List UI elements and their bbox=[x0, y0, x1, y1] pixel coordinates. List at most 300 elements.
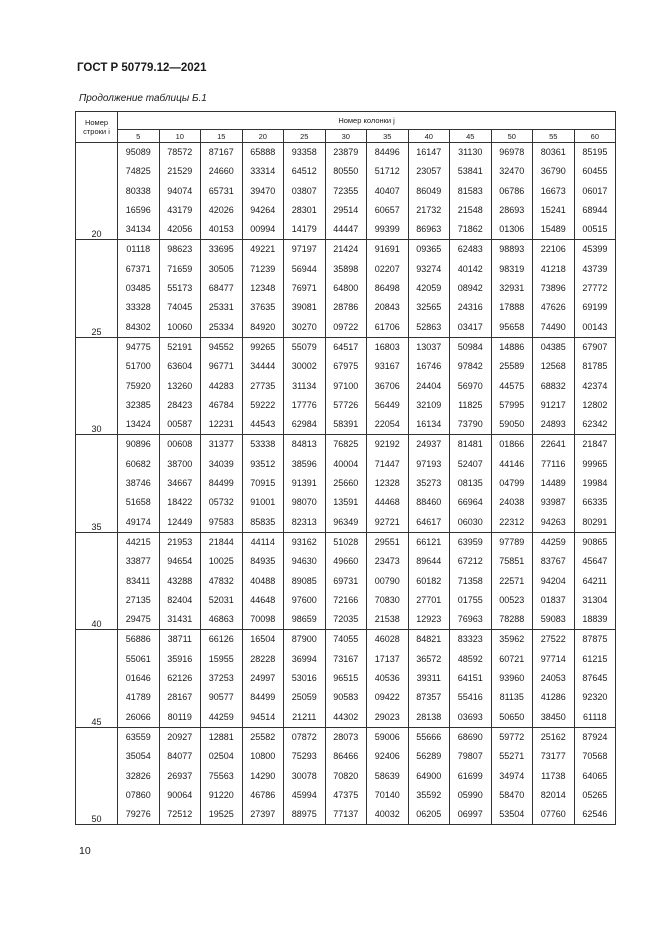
random-number: 00143 bbox=[582, 321, 608, 332]
number-cell bbox=[450, 143, 492, 240]
random-number: 07860 bbox=[125, 789, 151, 800]
random-number: 18839 bbox=[582, 614, 608, 625]
number-cell bbox=[367, 337, 409, 434]
random-number: 97842 bbox=[457, 361, 483, 372]
random-number: 84496 bbox=[374, 147, 400, 157]
number-cell bbox=[325, 337, 367, 434]
random-number: 11738 bbox=[541, 770, 566, 781]
random-number: 70568 bbox=[582, 751, 608, 762]
random-number: 80550 bbox=[333, 166, 359, 177]
random-number: 97193 bbox=[416, 458, 442, 469]
random-number: 75293 bbox=[291, 751, 317, 762]
number-cell bbox=[533, 337, 575, 434]
random-number: 29514 bbox=[333, 204, 359, 215]
column-number: 35 bbox=[367, 130, 409, 143]
number-cell bbox=[408, 337, 450, 434]
random-number: 14179 bbox=[291, 224, 317, 235]
random-number: 23057 bbox=[416, 166, 442, 177]
number-cell bbox=[533, 727, 575, 824]
random-number: 24316 bbox=[457, 302, 483, 313]
column-number: 25 bbox=[284, 130, 326, 143]
number-cell bbox=[242, 435, 284, 532]
random-number: 88975 bbox=[291, 809, 317, 820]
random-number: 12231 bbox=[208, 419, 234, 430]
random-number: 71358 bbox=[457, 575, 483, 586]
random-number: 18422 bbox=[167, 497, 193, 508]
number-cell bbox=[450, 630, 492, 727]
number-cell bbox=[450, 532, 492, 629]
random-number: 72512 bbox=[167, 809, 193, 820]
number-cell bbox=[201, 143, 243, 240]
random-number: 09722 bbox=[333, 321, 359, 332]
random-number: 62342 bbox=[582, 419, 608, 430]
document-title: ГОСТ Р 50779.12—2021 bbox=[77, 62, 207, 74]
random-number: 29551 bbox=[374, 536, 400, 547]
number-cell bbox=[159, 240, 201, 337]
random-number: 31134 bbox=[292, 380, 317, 391]
random-number: 35916 bbox=[167, 653, 193, 664]
random-number: 12881 bbox=[208, 731, 234, 742]
column-number: 30 bbox=[325, 130, 367, 143]
random-number: 04799 bbox=[499, 478, 525, 489]
random-number: 22054 bbox=[374, 419, 400, 430]
number-cell bbox=[118, 143, 160, 240]
random-number: 55271 bbox=[499, 751, 525, 762]
random-number: 42056 bbox=[167, 224, 193, 235]
number-cell bbox=[367, 727, 409, 824]
random-number: 36572 bbox=[416, 653, 442, 664]
random-number: 94074 bbox=[167, 185, 193, 196]
number-cell bbox=[574, 337, 616, 434]
random-number: 12923 bbox=[416, 614, 442, 625]
random-number: 16803 bbox=[374, 341, 400, 352]
random-number: 80361 bbox=[540, 147, 566, 157]
number-cell bbox=[408, 435, 450, 532]
random-number: 42374 bbox=[582, 380, 608, 391]
random-number: 81481 bbox=[457, 439, 483, 450]
random-number: 89085 bbox=[291, 575, 317, 586]
random-number: 81785 bbox=[582, 361, 608, 372]
random-number: 60182 bbox=[416, 575, 442, 586]
number-cell bbox=[118, 240, 160, 337]
random-number: 64617 bbox=[416, 516, 442, 527]
number-cell bbox=[408, 630, 450, 727]
random-number: 41789 bbox=[125, 692, 151, 703]
random-number: 70098 bbox=[250, 614, 276, 625]
random-number: 87167 bbox=[208, 147, 234, 157]
random-number: 10800 bbox=[250, 751, 276, 762]
random-number: 94552 bbox=[208, 341, 234, 352]
random-number: 56944 bbox=[291, 263, 317, 274]
row-block-label: 30 bbox=[76, 337, 118, 434]
random-number: 63959 bbox=[457, 536, 483, 547]
random-number: 46786 bbox=[250, 789, 276, 800]
random-number: 65888 bbox=[250, 147, 276, 157]
random-number: 51700 bbox=[125, 361, 151, 372]
random-number: 21211 bbox=[292, 711, 317, 722]
random-number: 07760 bbox=[540, 809, 566, 820]
random-number: 32826 bbox=[125, 770, 151, 781]
random-number: 93274 bbox=[416, 263, 442, 274]
random-number: 87900 bbox=[291, 634, 317, 645]
random-number: 75920 bbox=[125, 380, 151, 391]
random-number: 94263 bbox=[540, 516, 566, 527]
random-number: 00608 bbox=[167, 439, 193, 450]
random-number: 98623 bbox=[167, 244, 193, 255]
random-number: 84302 bbox=[125, 321, 151, 332]
random-number: 74055 bbox=[333, 634, 359, 645]
random-number: 62546 bbox=[582, 809, 608, 820]
number-cell bbox=[325, 240, 367, 337]
random-number: 73790 bbox=[457, 419, 483, 430]
random-number: 25660 bbox=[333, 478, 359, 489]
random-number: 05990 bbox=[457, 789, 483, 800]
row-block-label: 20 bbox=[76, 143, 118, 240]
number-cell bbox=[325, 630, 367, 727]
random-number: 05732 bbox=[208, 497, 234, 508]
row-block bbox=[76, 532, 616, 629]
random-number: 90583 bbox=[333, 692, 359, 703]
random-number: 21424 bbox=[333, 244, 359, 255]
random-number: 32470 bbox=[499, 166, 525, 177]
random-number: 76825 bbox=[333, 439, 359, 450]
random-number: 62483 bbox=[457, 244, 483, 255]
random-number: 15489 bbox=[540, 224, 566, 235]
random-number: 47375 bbox=[333, 789, 359, 800]
random-number: 44283 bbox=[208, 380, 234, 391]
random-number: 25582 bbox=[250, 731, 276, 742]
random-number: 44447 bbox=[333, 224, 359, 235]
random-number: 13591 bbox=[333, 497, 359, 508]
random-number: 61699 bbox=[457, 770, 483, 781]
random-number: 57726 bbox=[333, 399, 359, 410]
random-number: 35898 bbox=[333, 263, 359, 274]
number-cell bbox=[159, 630, 201, 727]
random-number: 38746 bbox=[125, 478, 151, 489]
random-number: 13424 bbox=[125, 419, 151, 430]
number-cell bbox=[201, 435, 243, 532]
random-number: 58391 bbox=[333, 419, 359, 430]
random-number: 47832 bbox=[208, 575, 234, 586]
number-cell bbox=[408, 240, 450, 337]
random-number: 85835 bbox=[250, 516, 276, 527]
random-number: 90577 bbox=[208, 692, 234, 703]
random-number: 74045 bbox=[167, 302, 193, 313]
random-number: 63604 bbox=[167, 361, 193, 372]
random-number: 59222 bbox=[250, 399, 276, 410]
random-number: 27397 bbox=[250, 809, 276, 820]
random-number: 09365 bbox=[416, 244, 442, 255]
random-number: 92320 bbox=[582, 692, 608, 703]
number-cell bbox=[284, 143, 326, 240]
random-number: 50984 bbox=[457, 341, 483, 352]
random-number: 94654 bbox=[167, 556, 193, 567]
random-number: 68477 bbox=[208, 283, 234, 294]
random-number: 53841 bbox=[457, 166, 483, 177]
random-number: 28301 bbox=[291, 204, 317, 215]
column-number: 60 bbox=[574, 130, 616, 143]
random-number: 21538 bbox=[374, 614, 400, 625]
number-cell bbox=[450, 727, 492, 824]
random-number: 12328 bbox=[374, 478, 400, 489]
random-number: 24997 bbox=[250, 673, 276, 684]
number-cell bbox=[325, 143, 367, 240]
number-cell bbox=[118, 532, 160, 629]
random-number: 03417 bbox=[457, 321, 483, 332]
number-cell bbox=[574, 727, 616, 824]
random-number: 91220 bbox=[208, 789, 234, 800]
random-number: 52191 bbox=[167, 341, 193, 352]
random-number: 21844 bbox=[208, 536, 234, 547]
random-number: 94204 bbox=[540, 575, 566, 586]
random-number: 70915 bbox=[250, 478, 276, 489]
random-number: 38700 bbox=[167, 458, 193, 469]
random-number: 92192 bbox=[374, 439, 400, 450]
random-number: 00994 bbox=[250, 224, 276, 235]
random-number: 38596 bbox=[291, 458, 317, 469]
number-cell bbox=[574, 630, 616, 727]
random-number: 09422 bbox=[374, 692, 400, 703]
random-number: 55173 bbox=[167, 283, 193, 294]
random-number: 95089 bbox=[125, 147, 151, 157]
random-number: 28167 bbox=[167, 692, 193, 703]
random-number: 34667 bbox=[167, 478, 193, 489]
random-number: 26937 bbox=[167, 770, 193, 781]
random-number: 98659 bbox=[291, 614, 317, 625]
number-cell bbox=[533, 532, 575, 629]
random-number: 32385 bbox=[125, 399, 151, 410]
random-number: 94775 bbox=[125, 341, 151, 352]
random-number: 46863 bbox=[208, 614, 234, 625]
random-number: 27735 bbox=[250, 380, 276, 391]
random-number: 97789 bbox=[499, 536, 525, 547]
column-number: 55 bbox=[533, 130, 575, 143]
random-number: 00587 bbox=[167, 419, 193, 430]
random-number: 73177 bbox=[540, 751, 566, 762]
number-cell bbox=[491, 532, 533, 629]
random-number: 13260 bbox=[167, 380, 193, 391]
random-number: 86049 bbox=[416, 185, 442, 196]
random-number: 71862 bbox=[457, 224, 483, 235]
number-cell bbox=[367, 240, 409, 337]
random-number: 78288 bbox=[499, 614, 525, 625]
number-cell bbox=[284, 532, 326, 629]
row-number-header-label: Номер строки i bbox=[83, 118, 110, 136]
random-number: 07872 bbox=[291, 731, 317, 742]
random-number: 67371 bbox=[125, 263, 151, 274]
random-number: 27701 bbox=[416, 594, 442, 605]
random-number: 25331 bbox=[208, 302, 234, 313]
random-number: 40536 bbox=[374, 673, 400, 684]
random-number: 69731 bbox=[333, 575, 359, 586]
number-cell bbox=[284, 727, 326, 824]
random-number: 06786 bbox=[499, 185, 525, 196]
random-number: 24053 bbox=[540, 673, 566, 684]
row-block-label: 40 bbox=[76, 532, 118, 629]
random-number: 47626 bbox=[540, 302, 566, 313]
random-number: 08135 bbox=[457, 478, 483, 489]
random-number: 94514 bbox=[250, 711, 276, 722]
random-number: 64517 bbox=[333, 341, 359, 352]
random-number: 71447 bbox=[374, 458, 400, 469]
random-number: 44302 bbox=[333, 711, 359, 722]
random-number: 98319 bbox=[499, 263, 525, 274]
number-cell bbox=[284, 240, 326, 337]
number-cell bbox=[118, 337, 160, 434]
random-number: 59772 bbox=[499, 731, 525, 742]
random-number: 55666 bbox=[416, 731, 442, 742]
random-number: 63559 bbox=[125, 731, 151, 742]
random-number: 30002 bbox=[291, 361, 317, 372]
random-number: 46784 bbox=[208, 399, 234, 410]
random-number: 16596 bbox=[125, 204, 151, 215]
random-number: 24038 bbox=[499, 497, 525, 508]
random-number: 44259 bbox=[540, 536, 566, 547]
number-cell bbox=[574, 435, 616, 532]
random-number: 64512 bbox=[291, 166, 317, 177]
number-cell bbox=[367, 630, 409, 727]
random-number: 61118 bbox=[582, 711, 607, 722]
random-number: 64211 bbox=[582, 575, 608, 586]
random-number: 93167 bbox=[374, 361, 400, 372]
random-number: 08942 bbox=[457, 283, 483, 294]
random-number: 21548 bbox=[457, 204, 483, 215]
random-number: 64065 bbox=[582, 770, 608, 781]
random-number: 03693 bbox=[457, 711, 483, 722]
random-number: 58639 bbox=[374, 770, 400, 781]
random-number: 93358 bbox=[291, 147, 317, 157]
column-numbers-row bbox=[76, 130, 616, 143]
random-number: 53504 bbox=[499, 809, 525, 820]
random-number: 91001 bbox=[250, 497, 276, 508]
random-number: 30078 bbox=[291, 770, 317, 781]
random-number: 93162 bbox=[291, 536, 317, 547]
row-block bbox=[76, 435, 616, 532]
random-number: 87875 bbox=[582, 634, 608, 645]
random-number: 44543 bbox=[250, 419, 276, 430]
row-block-label: 25 bbox=[76, 240, 118, 337]
random-number: 12449 bbox=[167, 516, 193, 527]
random-number: 01755 bbox=[457, 594, 483, 605]
random-number: 45647 bbox=[582, 556, 608, 567]
random-number: 59083 bbox=[540, 614, 566, 625]
random-number: 84935 bbox=[250, 556, 276, 567]
random-number: 80291 bbox=[582, 516, 608, 527]
number-cell bbox=[491, 337, 533, 434]
random-number: 96978 bbox=[499, 147, 525, 157]
number-cell bbox=[533, 143, 575, 240]
column-number: 5 bbox=[118, 130, 160, 143]
number-cell bbox=[242, 727, 284, 824]
random-number: 45994 bbox=[291, 789, 317, 800]
column-number: 10 bbox=[159, 130, 201, 143]
number-cell bbox=[284, 435, 326, 532]
random-number: 02504 bbox=[208, 751, 234, 762]
random-number: 67212 bbox=[457, 556, 483, 567]
random-number: 98070 bbox=[291, 497, 317, 508]
random-number: 43739 bbox=[582, 263, 608, 274]
random-number: 25589 bbox=[499, 361, 525, 372]
random-number: 80338 bbox=[125, 185, 151, 196]
random-number: 53016 bbox=[291, 673, 317, 684]
random-number: 74490 bbox=[540, 321, 566, 332]
random-number: 21953 bbox=[167, 536, 193, 547]
random-number: 30270 bbox=[291, 321, 317, 332]
column-number: 20 bbox=[242, 130, 284, 143]
random-number: 34039 bbox=[208, 458, 234, 469]
random-number: 04385 bbox=[540, 341, 566, 352]
random-numbers-table bbox=[75, 111, 616, 825]
random-number: 59006 bbox=[374, 731, 400, 742]
random-number: 44114 bbox=[250, 536, 275, 547]
random-number: 82404 bbox=[167, 594, 193, 605]
random-number: 25334 bbox=[208, 321, 234, 332]
random-number: 77116 bbox=[541, 458, 566, 469]
random-number: 90064 bbox=[167, 789, 193, 800]
random-number: 24404 bbox=[416, 380, 442, 391]
random-number: 40142 bbox=[457, 263, 483, 274]
random-number: 22106 bbox=[540, 244, 566, 255]
column-number: 50 bbox=[491, 130, 533, 143]
random-number: 21847 bbox=[582, 439, 608, 450]
row-block-label: 45 bbox=[76, 630, 118, 727]
number-cell bbox=[284, 630, 326, 727]
random-number: 57995 bbox=[499, 399, 525, 410]
row-block-label: 50 bbox=[76, 727, 118, 824]
random-number: 88460 bbox=[416, 497, 442, 508]
random-number: 14489 bbox=[540, 478, 566, 489]
random-number: 17776 bbox=[291, 399, 317, 410]
page-number: 10 bbox=[79, 845, 91, 857]
random-number: 95658 bbox=[499, 321, 525, 332]
number-cell bbox=[201, 630, 243, 727]
random-number: 34134 bbox=[125, 224, 151, 235]
random-number: 81135 bbox=[499, 692, 524, 703]
number-cell bbox=[408, 532, 450, 629]
random-number: 40407 bbox=[374, 185, 400, 196]
number-cell bbox=[201, 727, 243, 824]
row-block bbox=[76, 337, 616, 434]
random-number: 51028 bbox=[333, 536, 359, 547]
random-number: 15241 bbox=[540, 204, 566, 215]
random-number: 05265 bbox=[582, 789, 608, 800]
random-number: 60682 bbox=[125, 458, 151, 469]
number-cell bbox=[491, 143, 533, 240]
random-number: 76963 bbox=[457, 614, 483, 625]
random-number: 99265 bbox=[250, 341, 276, 352]
number-cell bbox=[159, 532, 201, 629]
number-cell bbox=[159, 727, 201, 824]
table-caption: Продолжение таблицы Б.1 bbox=[79, 93, 207, 104]
random-number: 79276 bbox=[125, 809, 151, 820]
random-number: 25059 bbox=[291, 692, 317, 703]
random-number: 33328 bbox=[125, 302, 151, 313]
random-number: 28786 bbox=[333, 302, 359, 313]
random-number: 00523 bbox=[499, 594, 525, 605]
random-number: 01837 bbox=[540, 594, 566, 605]
random-number: 29475 bbox=[125, 614, 151, 625]
column-number: 45 bbox=[450, 130, 492, 143]
random-number: 84920 bbox=[250, 321, 276, 332]
random-number: 36706 bbox=[374, 380, 400, 391]
random-number: 84499 bbox=[250, 692, 276, 703]
random-number: 83411 bbox=[126, 575, 151, 586]
random-number: 82313 bbox=[291, 516, 317, 527]
random-number: 71239 bbox=[250, 263, 276, 274]
random-number: 84499 bbox=[208, 478, 234, 489]
random-number: 11825 bbox=[458, 399, 483, 410]
random-number: 78572 bbox=[167, 147, 193, 157]
